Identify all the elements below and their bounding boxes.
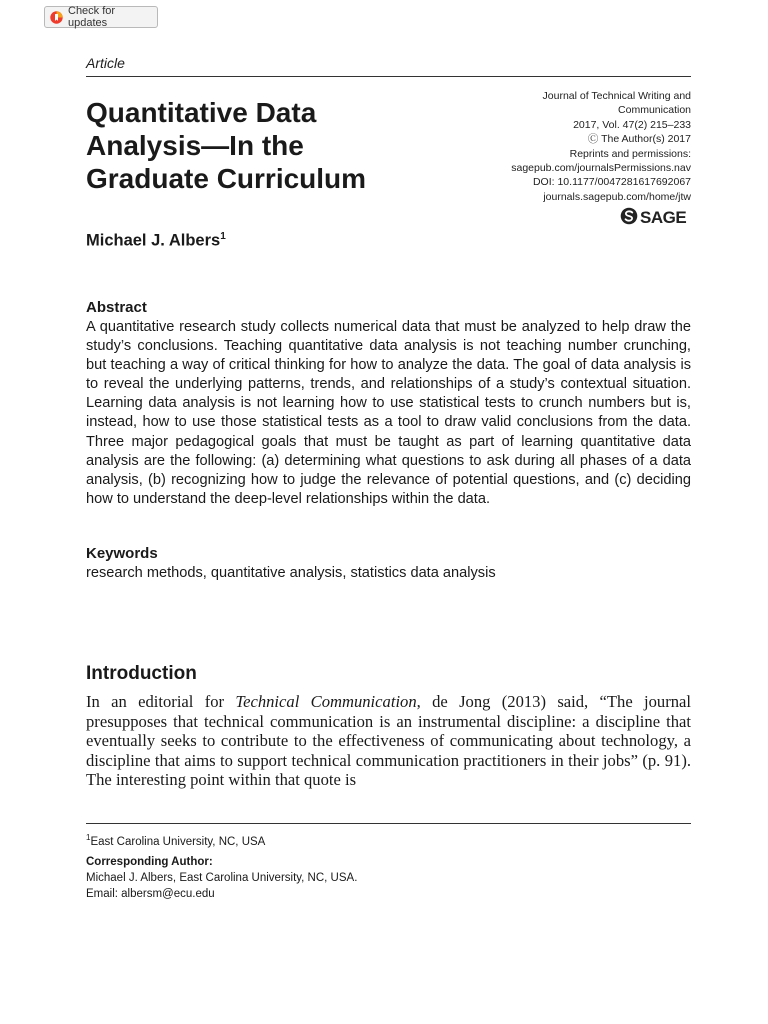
intro-text-start: In an editorial for bbox=[86, 692, 236, 711]
doi[interactable]: DOI: 10.1177/0047281617692067 bbox=[532, 176, 691, 189]
affiliation-footnote bbox=[86, 833, 265, 848]
title-line: Quantitative Data bbox=[86, 97, 317, 128]
header-divider bbox=[86, 76, 691, 77]
author-name bbox=[86, 231, 226, 251]
volume-info: 2017, Vol. 47(2) 215–233 bbox=[573, 118, 691, 131]
permissions-link[interactable]: sagepub.com/journalsPermissions.nav bbox=[511, 162, 691, 175]
publisher-logo-text: SAGE bbox=[640, 208, 687, 227]
introduction-text bbox=[86, 692, 691, 790]
intro-text-rest: , de Jong (2013) said, “The journal presupposes that technical communication is an instrumental discipline: a discipline that eventually seeks to contribute to the effectiveness of communicating about technology, a discipline that aims to support technical communication practitioners in their jobs” (p. 91). The interesting point within that quote is bbox=[86, 692, 692, 790]
reprints-label: Reprints and permissions: bbox=[569, 147, 691, 160]
article-type-label: Article bbox=[86, 55, 125, 71]
paper-title bbox=[86, 96, 446, 195]
corresponding-author bbox=[86, 855, 357, 902]
author-name-text: Michael J. Albers bbox=[86, 231, 221, 250]
abstract-text: A quantitative research study collects numerical data that must be analyzed to help draw the study’s conclusions. Teaching quantitative data analysis is not teaching number crunching, but teaching a way of critical thinking for how to analyze the data. The goal of data analysis is to reveal the underlying patterns, trends, and relationships of a study’s contextual situation. Learning data analysis is not learning how to use statistical tests to crunch numbers but is, instead, how to use those statistical tests as a tool to draw valid conclusions from the data. Three major pedagogical goals that must be taught as part of learning quantitative data analysis are the following: (a) determining what questions to ask during all phases of a data analysis, (b) recognizing how to judge the relevance of potential questions, and (c) deciding how to understand the deep-level relationships within the data. bbox=[86, 319, 691, 507]
affiliation-marker: 1 bbox=[220, 231, 226, 242]
title-line: Graduate Curriculum bbox=[86, 163, 367, 194]
publisher-logo bbox=[620, 207, 686, 229]
title-line: Analysis—In the bbox=[86, 130, 304, 161]
check-for-updates-button[interactable] bbox=[44, 6, 158, 28]
badge-label: Check for updates bbox=[68, 5, 116, 29]
footnote-divider bbox=[86, 823, 691, 824]
journal-name-line: Communication bbox=[618, 104, 691, 117]
journal-name-line: Journal of Technical Writing and bbox=[542, 90, 691, 102]
keywords-heading: Keywords bbox=[86, 545, 158, 562]
corresponding-address: Michael J. Albers, East Carolina University, NC, USA. bbox=[86, 871, 358, 884]
crossmark-icon bbox=[50, 11, 63, 24]
keywords-text: research methods, quantitative analysis, statistics data analysis bbox=[86, 565, 496, 581]
footnote-marker: 1 bbox=[86, 833, 91, 842]
corresponding-email[interactable]: Email: albersm@ecu.edu bbox=[86, 887, 215, 900]
corresponding-heading: Corresponding Author: bbox=[86, 856, 213, 868]
introduction-heading: Introduction bbox=[86, 663, 197, 684]
sage-logo-icon bbox=[620, 207, 638, 230]
journal-homepage-link[interactable]: journals.sagepub.com/home/jtw bbox=[543, 190, 691, 203]
copyright: Ⓒ The Author(s) 2017 bbox=[587, 133, 691, 146]
journal-info bbox=[470, 89, 691, 204]
footnote-text: East Carolina University, NC, USA bbox=[90, 835, 266, 848]
abstract-heading: Abstract bbox=[86, 299, 147, 316]
cited-journal-name: Technical Communication bbox=[235, 692, 417, 711]
